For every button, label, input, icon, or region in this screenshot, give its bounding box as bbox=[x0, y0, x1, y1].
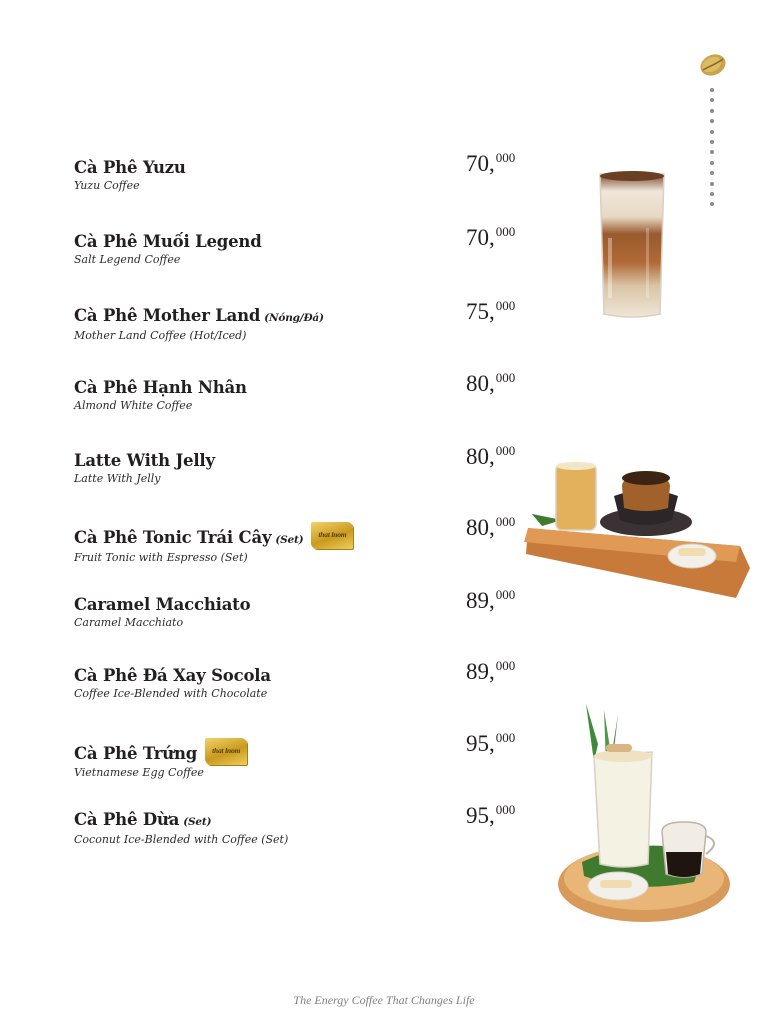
item-name: Cà Phê Tonic Trái Cây (Set) that lnom bbox=[74, 522, 534, 550]
item-subtitle: Caramel Macchiato bbox=[74, 616, 184, 629]
menu-item bbox=[74, 802, 534, 847]
menu-item bbox=[74, 150, 534, 193]
item-name: Cà Phê Đá Xay Socola bbox=[74, 666, 271, 685]
item-subtitle: Vietnamese Egg Coffee bbox=[74, 766, 204, 779]
footer-tagline: The Energy Coffee That Changes Life bbox=[293, 993, 475, 1007]
item-subtitle: Coconut Ice-Blended with Coffee (Set) bbox=[74, 833, 289, 846]
item-name: Latte With Jelly bbox=[74, 451, 215, 470]
tonic-set-photo bbox=[522, 458, 752, 602]
item-price: 70,$^{000}$ bbox=[466, 224, 516, 250]
menu-item bbox=[74, 224, 534, 267]
item-price: 75,$^{000}$ bbox=[466, 298, 516, 324]
item-price: 95,$^{000}$ bbox=[466, 802, 516, 828]
item-price: 80,$^{000}$ bbox=[466, 443, 516, 469]
item-name: Cà Phê Mother Land (Nóng/Đá) bbox=[74, 306, 324, 325]
menu-item bbox=[74, 514, 534, 565]
item-price: 80,$^{000}$ bbox=[466, 514, 516, 540]
yuzu-coffee-photo bbox=[594, 168, 670, 320]
coffee-bean-icon bbox=[697, 50, 729, 80]
signature-badge: that lnom bbox=[311, 522, 353, 549]
item-name: Cà Phê Hạnh Nhân bbox=[74, 378, 247, 397]
coconut-coffee-photo bbox=[554, 704, 738, 926]
item-name: Caramel Macchiato bbox=[74, 595, 251, 614]
item-subtitle: Fruit Tonic with Espresso (Set) bbox=[74, 551, 248, 564]
item-name: Cà Phê Dừa (Set) bbox=[74, 810, 212, 829]
menu-item bbox=[74, 443, 534, 486]
item-subtitle: Salt Legend Coffee bbox=[74, 253, 181, 266]
item-price: 70,$^{000}$ bbox=[466, 150, 516, 176]
dotted-line bbox=[710, 88, 715, 213]
item-subtitle: Coffee Ice-Blended with Chocolate bbox=[74, 687, 268, 700]
item-price: 89,$^{000}$ bbox=[466, 587, 516, 613]
item-name: Cà Phê Muối Legend bbox=[74, 232, 262, 251]
item-name: Cà Phê Trứng that lnom bbox=[74, 738, 534, 765]
item-name: Cà Phê Yuzu bbox=[74, 158, 186, 177]
item-subtitle: Yuzu Coffee bbox=[74, 179, 140, 192]
item-subtitle: Almond White Coffee bbox=[74, 399, 193, 412]
signature-badge: that lnom bbox=[205, 738, 247, 765]
menu-item bbox=[74, 370, 534, 413]
item-subtitle: Mother Land Coffee (Hot/Iced) bbox=[74, 329, 247, 342]
item-price: 95,$^{000}$ bbox=[466, 730, 516, 756]
menu-item bbox=[74, 658, 534, 701]
menu-item bbox=[74, 587, 534, 630]
item-price: 80,$^{000}$ bbox=[466, 370, 516, 396]
item-price: 89,$^{000}$ bbox=[466, 658, 516, 684]
item-subtitle: Latte With Jelly bbox=[74, 472, 161, 485]
menu-item bbox=[74, 730, 534, 780]
menu-item bbox=[74, 298, 534, 343]
